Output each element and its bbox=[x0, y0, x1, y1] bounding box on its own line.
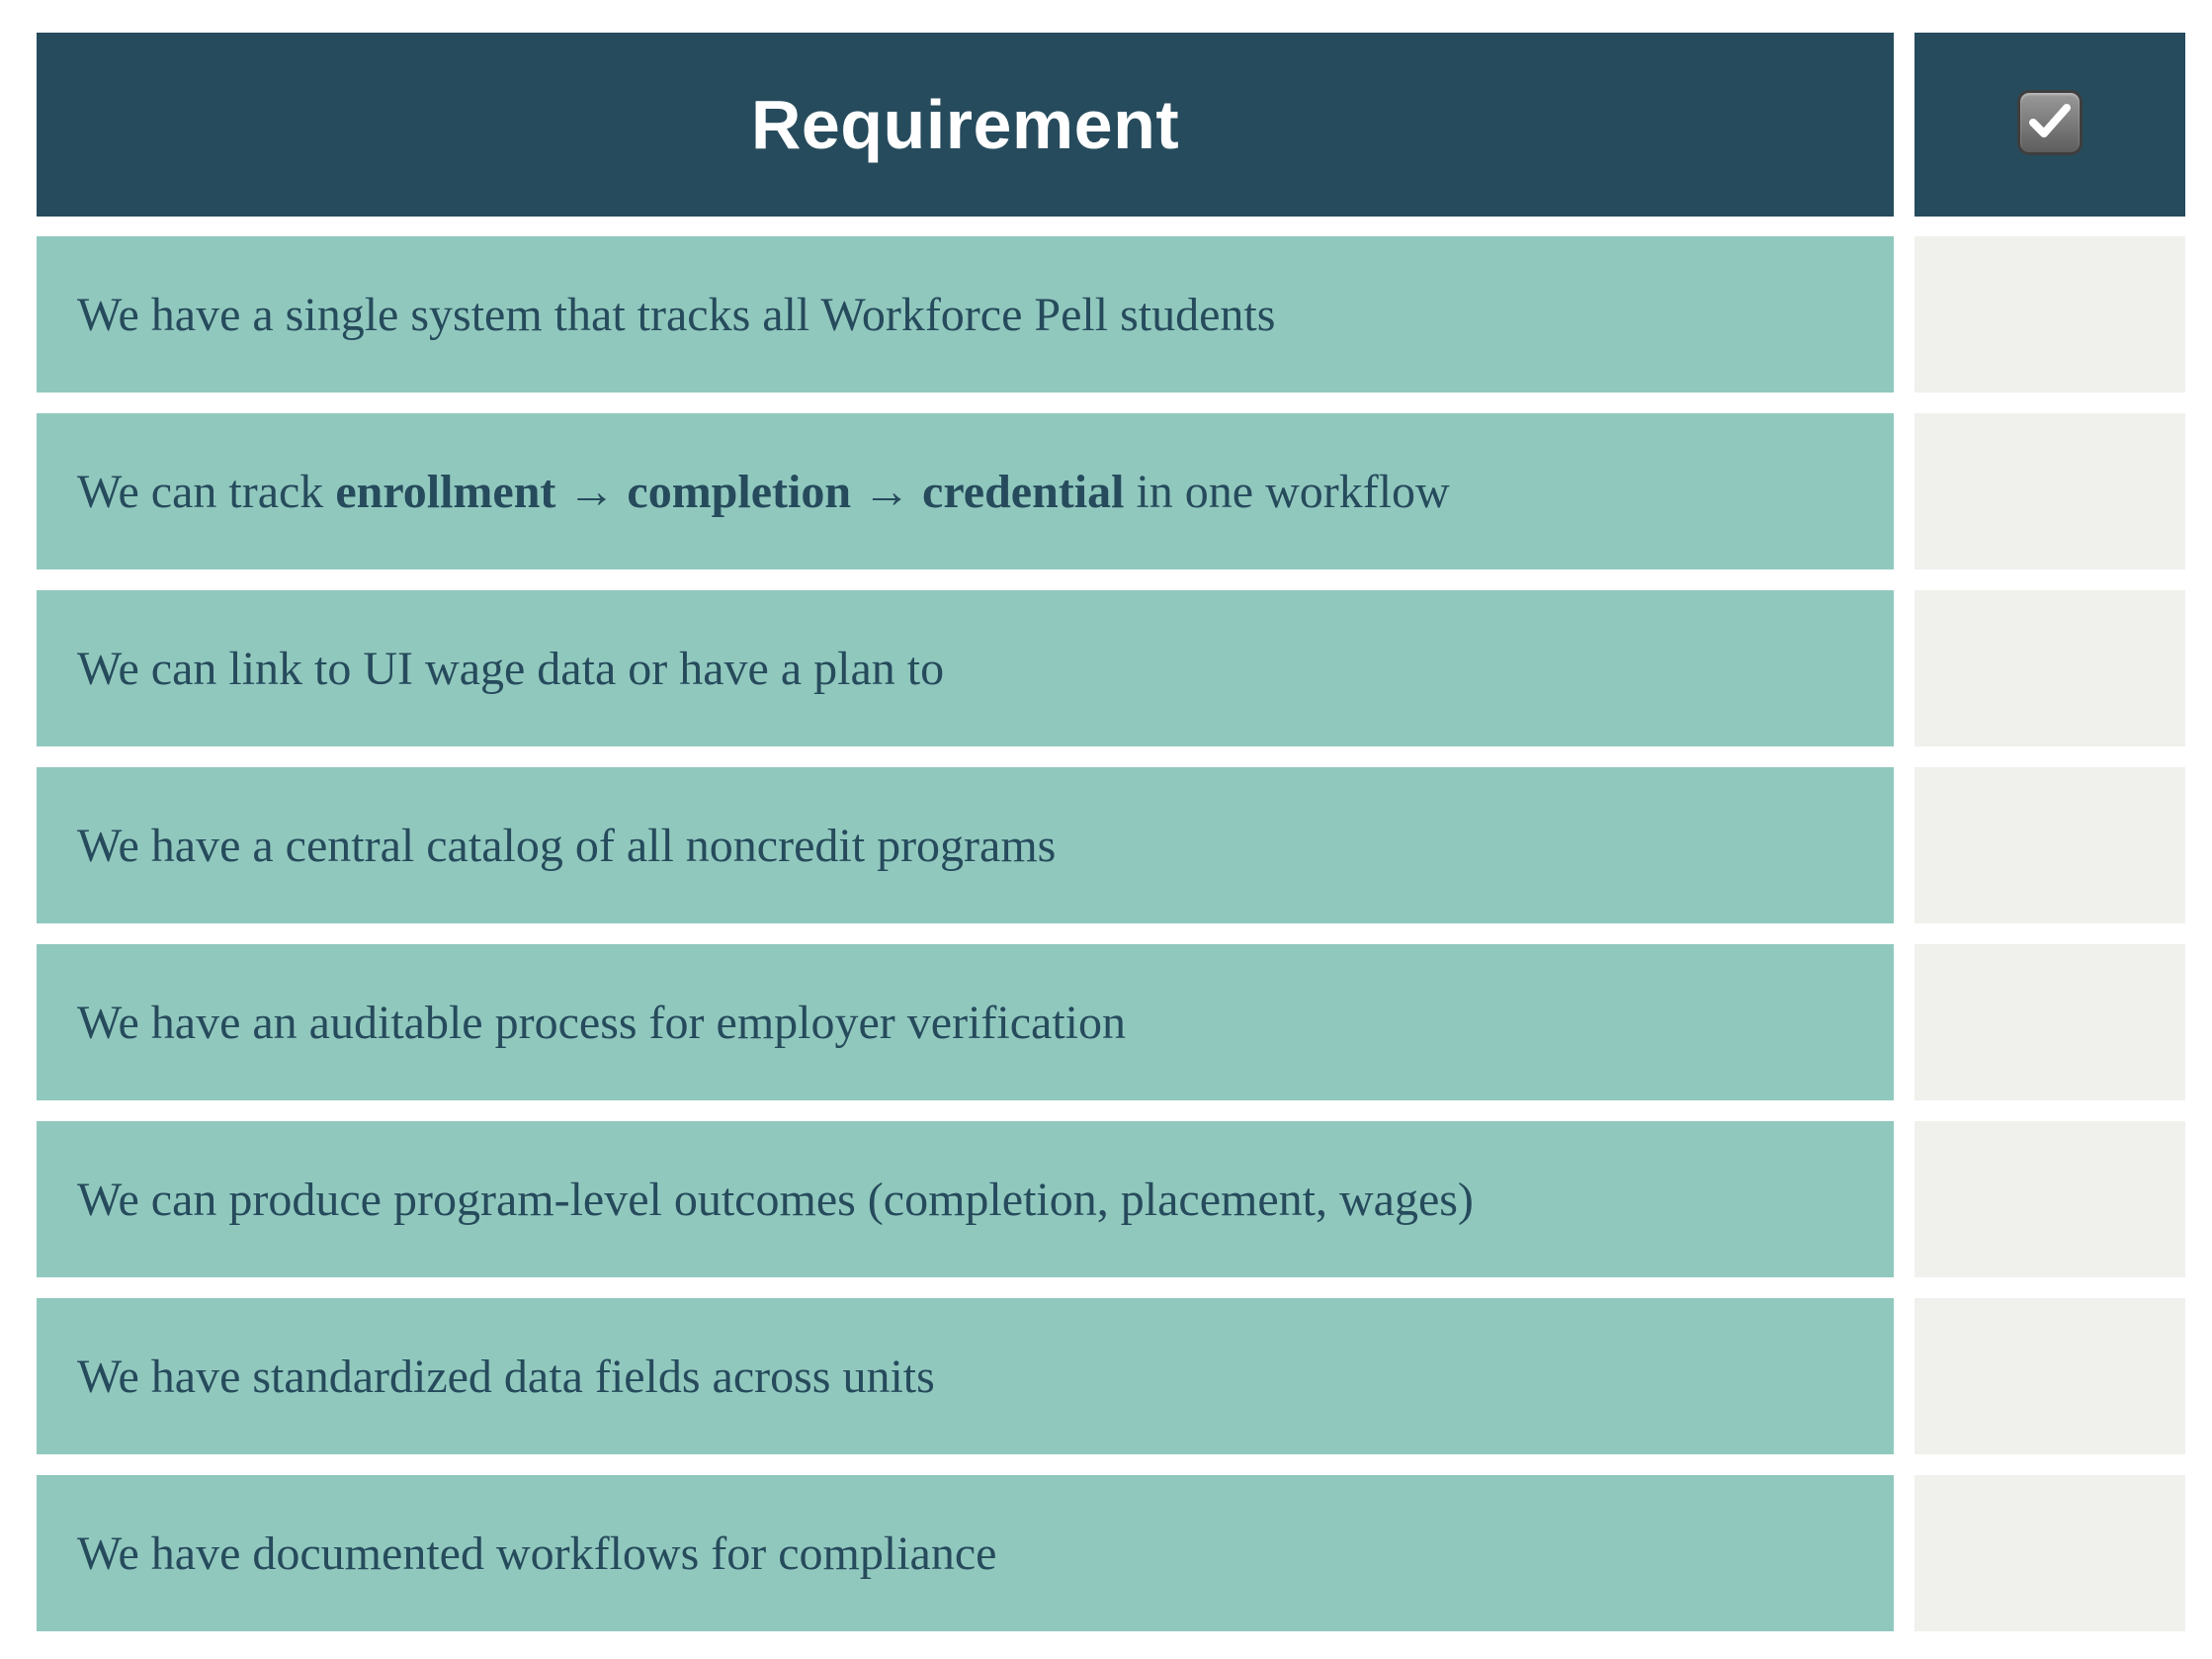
requirement-text-bold: enrollment bbox=[335, 465, 556, 518]
table-row bbox=[37, 1298, 2185, 1454]
check-cell[interactable] bbox=[1914, 413, 2185, 569]
table-row bbox=[37, 1475, 2185, 1631]
requirement-cell bbox=[37, 413, 1894, 569]
check-cell[interactable] bbox=[1914, 590, 2185, 746]
requirement-cell bbox=[37, 590, 1894, 746]
requirement-cell bbox=[37, 767, 1894, 923]
check-cell[interactable] bbox=[1914, 767, 2185, 923]
requirement-cell bbox=[37, 944, 1894, 1100]
requirement-text-part: We can track bbox=[77, 465, 336, 518]
check-cell[interactable] bbox=[1914, 944, 2185, 1100]
requirement-header-title: Requirement bbox=[750, 86, 1180, 163]
requirement-cell bbox=[37, 1121, 1894, 1277]
checkbox-checked-icon bbox=[2017, 90, 2083, 155]
table-row bbox=[37, 236, 2185, 393]
requirement-text-bold: completion bbox=[627, 465, 852, 518]
requirement-text: We have documented workflows for compliance bbox=[77, 1527, 997, 1580]
check-cell[interactable] bbox=[1914, 1121, 2185, 1277]
check-cell[interactable] bbox=[1914, 236, 2185, 393]
requirement-text: We can link to UI wage data or have a plan to bbox=[77, 642, 945, 695]
requirement-text-part: in one workflow bbox=[1124, 465, 1450, 518]
requirement-text: We have a single system that tracks all Workforce Pell students bbox=[77, 288, 1276, 341]
requirement-cell bbox=[37, 236, 1894, 393]
check-cell[interactable] bbox=[1914, 1298, 2185, 1454]
arrow-separator: → bbox=[851, 465, 923, 518]
requirement-cell bbox=[37, 1298, 1894, 1454]
table-row bbox=[37, 944, 2185, 1100]
requirement-text-bold: credential bbox=[922, 465, 1125, 518]
table-header-row bbox=[37, 33, 2185, 217]
arrow-separator: → bbox=[555, 465, 628, 518]
table-row bbox=[37, 590, 2185, 746]
requirements-checklist-table bbox=[37, 33, 2185, 1631]
requirement-header-cell bbox=[37, 33, 1894, 217]
requirement-cell bbox=[37, 1475, 1894, 1631]
requirement-text: We have a central catalog of all noncredit programs bbox=[77, 819, 1057, 872]
table-row bbox=[37, 1121, 2185, 1277]
requirement-text bbox=[77, 465, 1450, 519]
requirement-text: We have standardized data fields across units bbox=[77, 1350, 935, 1403]
requirement-text: We can produce program-level outcomes (completion, placement, wages) bbox=[77, 1173, 1474, 1226]
table-row bbox=[37, 413, 2185, 569]
check-cell[interactable] bbox=[1914, 1475, 2185, 1631]
requirement-text: We have an auditable process for employer verification bbox=[77, 996, 1127, 1049]
check-header-cell bbox=[1914, 33, 2185, 217]
table-row bbox=[37, 767, 2185, 923]
